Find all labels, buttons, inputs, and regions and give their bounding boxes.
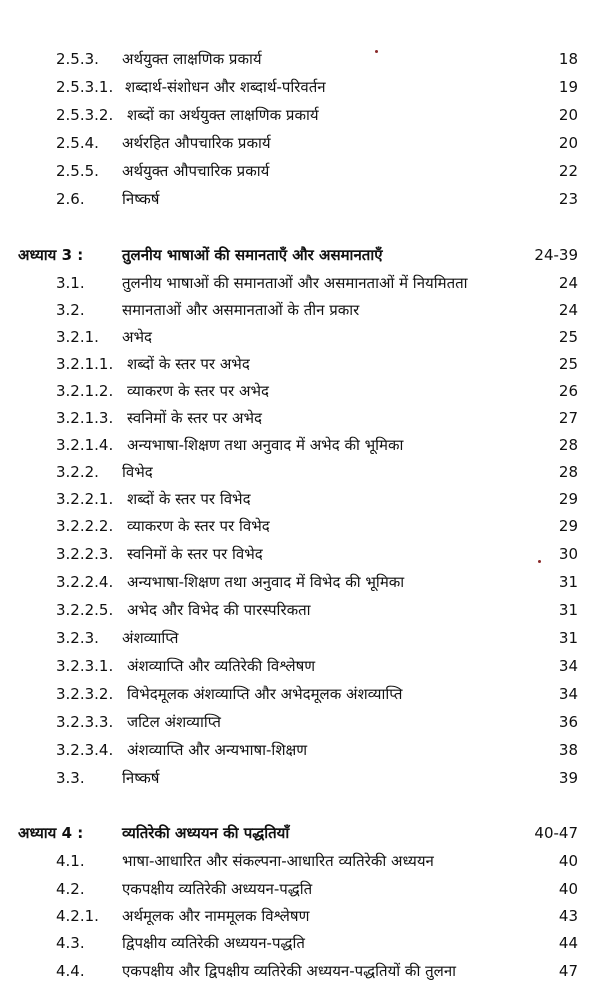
entry-page: 47 — [558, 962, 578, 980]
entry-number: 3.2.2.4. — [56, 573, 114, 591]
entry-title: अंशव्याप्ति और व्यतिरेकी विश्लेषण — [127, 657, 316, 675]
entry-page: 31 — [558, 601, 578, 619]
entry-number: 3.3. — [56, 769, 85, 787]
toc-entry — [0, 709, 600, 736]
toc-entry — [0, 958, 600, 985]
toc-entry — [0, 903, 600, 930]
entry-number: 3.2.3.4. — [56, 741, 114, 759]
entry-title: स्वनिमों के स्तर पर विभेद — [127, 545, 263, 563]
toc-entry — [0, 486, 600, 513]
toc-entry — [0, 297, 600, 324]
entry-title: स्वनिमों के स्तर पर अभेद — [127, 409, 262, 427]
entry-page: 44 — [558, 934, 578, 952]
entry-title: द्विपक्षीय व्यतिरेकी अध्ययन-पद्धति — [122, 934, 305, 952]
toc-entry — [0, 46, 600, 73]
entry-number: 3.2.2.3. — [56, 545, 114, 563]
entry-number: 4.2.1. — [56, 907, 99, 925]
entry-page: 22 — [558, 162, 578, 180]
entry-title: निष्कर्ष — [122, 769, 160, 787]
entry-title: शब्दों के स्तर पर अभेद — [127, 355, 250, 373]
entry-page: 20 — [558, 106, 578, 124]
entry-page: 31 — [558, 629, 578, 647]
toc-entry — [0, 186, 600, 213]
entry-page: 43 — [558, 907, 578, 925]
entry-title: अर्थयुक्त लाक्षणिक प्रकार्य — [122, 50, 262, 68]
toc-entry — [0, 102, 600, 129]
toc-entry — [0, 513, 600, 540]
entry-number: 3.2.3.2. — [56, 685, 114, 703]
entry-title: शब्दों के स्तर पर विभेद — [127, 490, 251, 508]
entry-page: 28 — [558, 463, 578, 481]
chapter-label: अध्याय 3 : — [18, 246, 84, 264]
entry-title: अर्थरहित औपचारिक प्रकार्य — [122, 134, 271, 152]
entry-title: शब्दार्थ-संशोधन और शब्दार्थ-परिवर्तन — [125, 78, 326, 96]
entry-number: 3.2.1.3. — [56, 409, 114, 427]
toc-entry — [0, 158, 600, 185]
entry-title: तुलनीय भाषाओं की समानताओं और असमानताओं में नियमितता — [122, 274, 468, 292]
entry-page: 20 — [558, 134, 578, 152]
entry-number: 3.2.2.5. — [56, 601, 114, 619]
entry-page: 25 — [558, 355, 578, 373]
entry-page: 25 — [558, 328, 578, 346]
entry-number: 2.5.3. — [56, 50, 99, 68]
entry-page: 24 — [558, 274, 578, 292]
entry-page: 19 — [558, 78, 578, 96]
entry-title: एकपक्षीय और द्विपक्षीय व्यतिरेकी अध्ययन-पद्धतियों की तुलना — [122, 962, 457, 980]
entry-page: 40 — [558, 880, 578, 898]
entry-number: 2.5.3.1. — [56, 78, 114, 96]
entry-page: 27 — [558, 409, 578, 427]
entry-number: 4.4. — [56, 962, 85, 980]
entry-page: 29 — [558, 517, 578, 535]
toc-entry — [0, 876, 600, 903]
entry-title: अन्यभाषा-शिक्षण तथा अनुवाद में अभेद की भूमिका — [127, 436, 404, 454]
entry-page: 34 — [558, 685, 578, 703]
entry-number: 3.2.2.2. — [56, 517, 114, 535]
scan-speck — [375, 50, 378, 53]
entry-title: भाषा-आधारित और संकल्पना-आधारित व्यतिरेकी अध्ययन — [122, 852, 434, 870]
entry-number: 2.6. — [56, 190, 85, 208]
entry-page: 31 — [558, 573, 578, 591]
chapter-title: व्यतिरेकी अध्ययन की पद्धतियाँ — [122, 824, 290, 842]
entry-page: 28 — [558, 436, 578, 454]
toc-entry — [0, 130, 600, 157]
entry-title: अर्थमूलक और नाममूलक विश्लेषण — [122, 907, 310, 925]
entry-page: 24 — [558, 301, 578, 319]
entry-number: 3.2.2.1. — [56, 490, 114, 508]
entry-page: 18 — [558, 50, 578, 68]
entry-number: 3.2.2. — [56, 463, 99, 481]
entry-number: 3.2.1. — [56, 328, 99, 346]
entry-page: 34 — [558, 657, 578, 675]
entry-title: अभेद — [122, 328, 152, 346]
chapter-pages: 40-47 — [534, 824, 578, 842]
toc-entry — [0, 74, 600, 101]
entry-title: अंशव्याप्ति और अन्यभाषा-शिक्षण — [127, 741, 308, 759]
toc-entry — [0, 848, 600, 875]
entry-title: व्याकरण के स्तर पर विभेद — [127, 517, 270, 535]
chapter-pages: 24-39 — [534, 246, 578, 264]
scan-speck — [538, 560, 541, 563]
chapter-heading — [0, 820, 600, 847]
entry-number: 4.3. — [56, 934, 85, 952]
entry-page: 39 — [558, 769, 578, 787]
toc-entry — [0, 597, 600, 624]
entry-number: 2.5.4. — [56, 134, 99, 152]
entry-page: 30 — [558, 545, 578, 563]
toc-entry — [0, 351, 600, 378]
entry-number: 3.2.3.3. — [56, 713, 114, 731]
chapter-heading — [0, 242, 600, 269]
entry-page: 38 — [558, 741, 578, 759]
entry-page: 36 — [558, 713, 578, 731]
entry-number: 3.2.1.2. — [56, 382, 114, 400]
toc-entry — [0, 432, 600, 459]
toc-entry — [0, 653, 600, 680]
entry-number: 3.2.1.1. — [56, 355, 114, 373]
chapter-label: अध्याय 4 : — [18, 824, 84, 842]
entry-title: विभेदमूलक अंशव्याप्ति और अभेदमूलक अंशव्याप्ति — [127, 685, 403, 703]
entry-number: 3.2.3.1. — [56, 657, 114, 675]
toc-entry — [0, 765, 600, 792]
toc-entry — [0, 569, 600, 596]
entry-number: 4.2. — [56, 880, 85, 898]
entry-title: निष्कर्ष — [122, 190, 160, 208]
entry-title: समानताओं और असमानताओं के तीन प्रकार — [122, 301, 360, 319]
toc-entry — [0, 324, 600, 351]
entry-page: 26 — [558, 382, 578, 400]
entry-title: अंशव्याप्ति — [122, 629, 179, 647]
toc-entry — [0, 459, 600, 486]
entry-page: 29 — [558, 490, 578, 508]
entry-number: 3.2. — [56, 301, 85, 319]
entry-number: 2.5.5. — [56, 162, 99, 180]
entry-number: 3.1. — [56, 274, 85, 292]
entry-title: विभेद — [122, 463, 153, 481]
entry-number: 3.2.3. — [56, 629, 99, 647]
entry-number: 4.1. — [56, 852, 85, 870]
toc-entry — [0, 930, 600, 957]
entry-title: अर्थयुक्त औपचारिक प्रकार्य — [122, 162, 270, 180]
entry-title: एकपक्षीय व्यतिरेकी अध्ययन-पद्धति — [122, 880, 313, 898]
entry-title: जटिल अंशव्याप्ति — [127, 713, 221, 731]
entry-page: 23 — [558, 190, 578, 208]
entry-page: 40 — [558, 852, 578, 870]
chapter-title: तुलनीय भाषाओं की समानताएँ और असमानताएँ — [122, 246, 383, 264]
toc-entry — [0, 681, 600, 708]
entry-title: शब्दों का अर्थयुक्त लाक्षणिक प्रकार्य — [127, 106, 319, 124]
toc-entry — [0, 625, 600, 652]
toc-entry — [0, 737, 600, 764]
entry-title: अभेद और विभेद की पारस्परिकता — [127, 601, 311, 619]
toc-entry — [0, 378, 600, 405]
entry-title: अन्यभाषा-शिक्षण तथा अनुवाद में विभेद की भूमिका — [127, 573, 405, 591]
toc-entry — [0, 270, 600, 297]
entry-title: व्याकरण के स्तर पर अभेद — [127, 382, 269, 400]
toc-entry — [0, 541, 600, 568]
entry-number: 2.5.3.2. — [56, 106, 114, 124]
entry-number: 3.2.1.4. — [56, 436, 114, 454]
toc-entry — [0, 405, 600, 432]
